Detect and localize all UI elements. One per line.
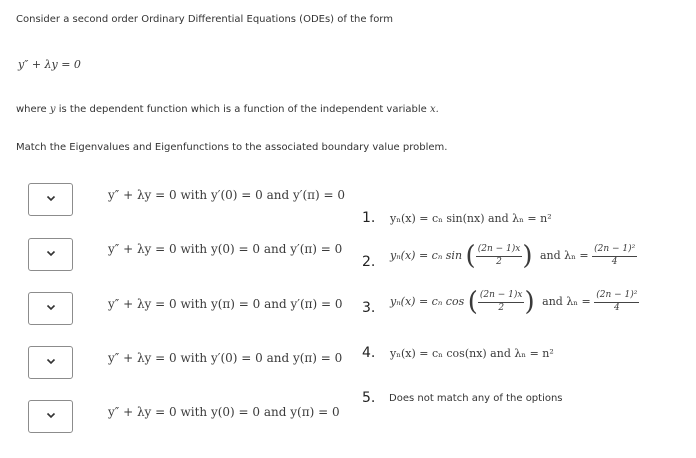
option-number: 1. bbox=[362, 210, 376, 226]
option-2: yₙ(x) = cₙ sin ( $\frac{(2n - 1)x}{2}$ ) and λₙ = $\frac{\text{(2n − 1)²}}{4}$ bbox=[390, 241, 636, 271]
problem-4: y″ + λy = 0 with y′(0) = 0 and y(π) = 0 bbox=[108, 351, 343, 365]
instruction-text: Match the Eigenvalues and Eigenfunctions to the associated boundary value problem. bbox=[16, 142, 448, 153]
variable-description: where y is the dependent function which is a function of the independent variable x. bbox=[16, 104, 439, 115]
answer-dropdown-3[interactable] bbox=[28, 292, 73, 325]
answer-dropdown-4[interactable] bbox=[28, 346, 73, 379]
answer-dropdown-1[interactable] bbox=[28, 183, 73, 216]
option-5: Does not match any of the options bbox=[389, 393, 563, 404]
option-3: yₙ(x) = cₙ cos ( $\frac{(2n - 1)x}{2}$ ) and λₙ = $\frac{\text{(2n − 1)²}}{4}$ bbox=[390, 287, 638, 317]
ode-form: y″ + λy = 0 bbox=[18, 58, 81, 71]
option-number: 5. bbox=[362, 390, 376, 406]
chevron-down-icon bbox=[29, 412, 72, 419]
problem-5: y″ + λy = 0 with y(0) = 0 and y(π) = 0 bbox=[108, 405, 340, 419]
problem-2: y″ + λy = 0 with y(0) = 0 and y′(π) = 0 bbox=[108, 242, 343, 256]
option-1: yₙ(x) = cₙ sin(nx) and λₙ = n² bbox=[390, 212, 552, 225]
answer-dropdown-5[interactable] bbox=[28, 400, 73, 433]
chevron-down-icon bbox=[29, 250, 72, 257]
option-number: 3. bbox=[362, 300, 376, 316]
problem-3: y″ + λy = 0 with y(π) = 0 and y′(π) = 0 bbox=[108, 297, 343, 311]
intro-text: Consider a second order Ordinary Differential Equations (ODEs) of the form bbox=[16, 14, 393, 25]
problem-1: y″ + λy = 0 with y′(0) = 0 and y′(π) = 0 bbox=[108, 188, 346, 202]
option-number: 2. bbox=[362, 254, 376, 270]
option-4: yₙ(x) = cₙ cos(nx) and λₙ = n² bbox=[390, 347, 554, 360]
option-number: 4. bbox=[362, 345, 376, 361]
chevron-down-icon bbox=[29, 304, 72, 311]
answer-dropdown-2[interactable] bbox=[28, 238, 73, 271]
chevron-down-icon bbox=[29, 195, 72, 202]
chevron-down-icon bbox=[29, 358, 72, 365]
